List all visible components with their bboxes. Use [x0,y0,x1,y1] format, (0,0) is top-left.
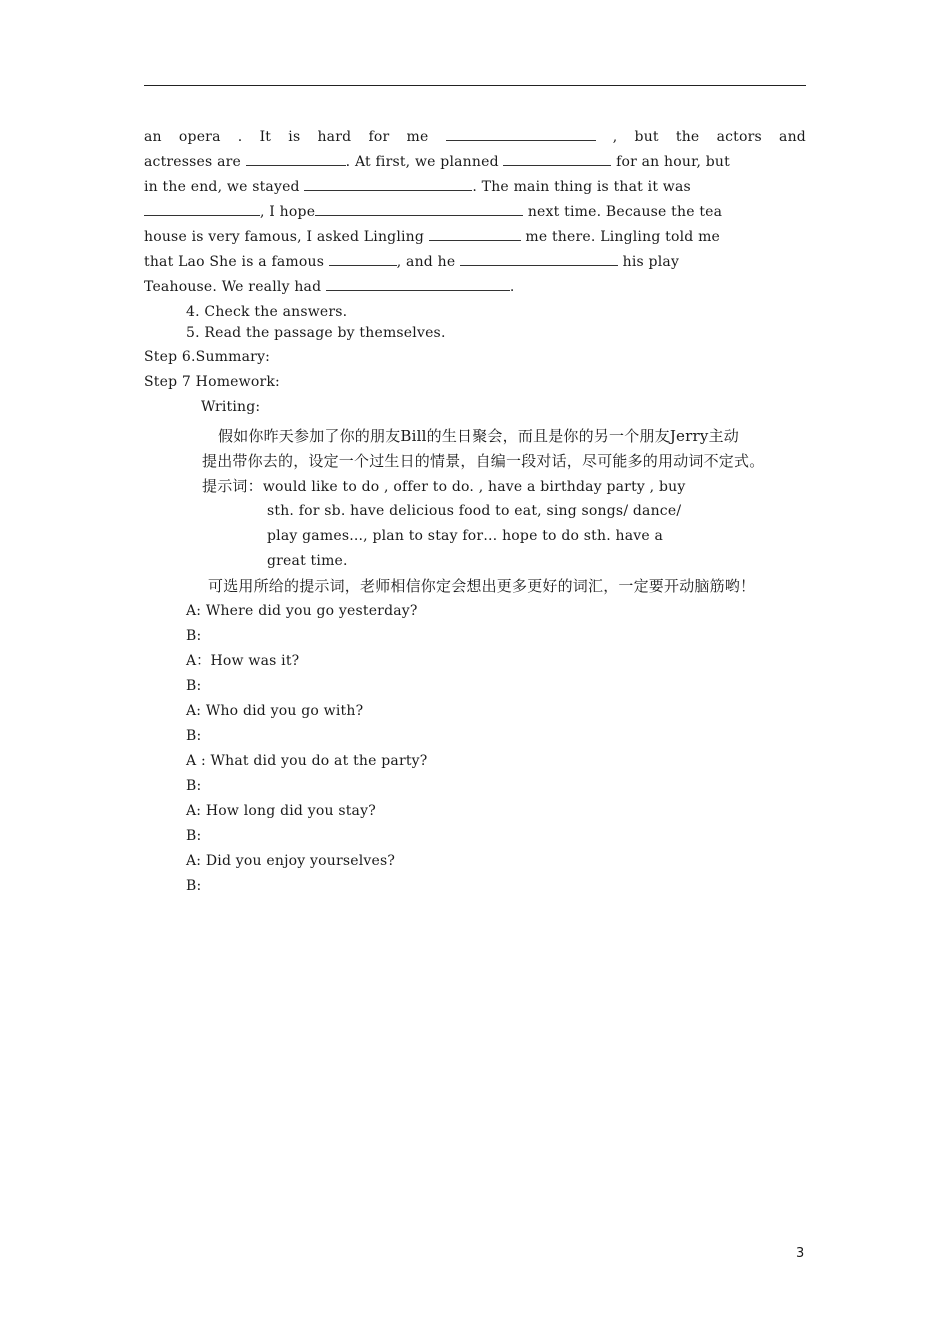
encouragement-note: 可选用所给的提示词，老师相信你定会想出更多更好的词汇，一定要开动脑筋哟！ [208,577,756,595]
fill-blank[interactable] [326,276,510,291]
fill-blank[interactable] [144,201,260,216]
step-6-summary: Step 6.Summary: [144,349,271,365]
passage-line-3: in the end, we stayed . The main thing is that it was [144,175,806,199]
header-rule [144,85,806,86]
dialogue-line: A: Where did you go yesterday? [186,603,418,619]
fill-blank[interactable] [503,151,611,166]
passage-line-6: that Lao She is a famous , and he his play [144,250,806,274]
hint-words-line-2: sth. for sb. have delicious food to eat, sing songs/ dance/ [267,503,682,519]
passage-line-4: , I hope next time. Because the tea [144,200,806,224]
passage-line-1: an opera . It is hard for me , but the actors and [144,125,806,149]
task-instruction-2: 提出带你去的，设定一个过生日的情景，自编一段对话，尽可能多的用动词不定式。 [202,452,765,470]
dialogue-line: B: [186,828,202,844]
hint-words-line-1: 提示词：would like to do , offer to do. , have a birthday party , buy [202,477,686,495]
dialogue-line: B: [186,678,202,694]
dialogue-line: B: [186,628,202,644]
task-instruction-1: 假如你昨天参加了你的朋友Bill的生日聚会，而且是你的另一个朋友Jerry主动 [218,427,739,445]
writing-label: Writing: [201,399,261,415]
dialogue-line: A：How was it? [186,653,300,669]
fill-blank[interactable] [315,201,523,216]
step-4-check-answers: 4. Check the answers. [186,304,348,320]
fill-blank[interactable] [329,251,397,266]
page-number: 3 [796,1246,805,1261]
fill-blank[interactable] [304,176,472,191]
fill-blank[interactable] [429,226,521,241]
dialogue-line: A: Who did you go with? [186,703,364,719]
dialogue-line: A : What did you do at the party? [186,753,428,769]
hint-words-line-4: great time. [267,553,348,569]
fill-blank[interactable] [446,126,596,141]
dialogue-line: A: How long did you stay? [186,803,376,819]
dialogue-line: B: [186,728,202,744]
dialogue-line: B: [186,878,202,894]
dialogue-line: B: [186,778,202,794]
hint-label: 提示词： [202,477,263,495]
step-5-read-passage: 5. Read the passage by themselves. [186,325,446,341]
passage-line-2: actresses are . At first, we planned for an hour, but [144,150,806,174]
fill-blank[interactable] [460,251,618,266]
fill-blank[interactable] [246,151,346,166]
dialogue-line: A: Did you enjoy yourselves? [186,853,396,869]
passage-line-5: house is very famous, I asked Lingling me there. Lingling told me [144,225,806,249]
hint-words-line-3: play games..., plan to stay for… hope to do sth. have a [267,528,664,544]
step-7-homework: Step 7 Homework: [144,374,280,390]
passage-line-7: Teahouse. We really had . [144,275,806,299]
